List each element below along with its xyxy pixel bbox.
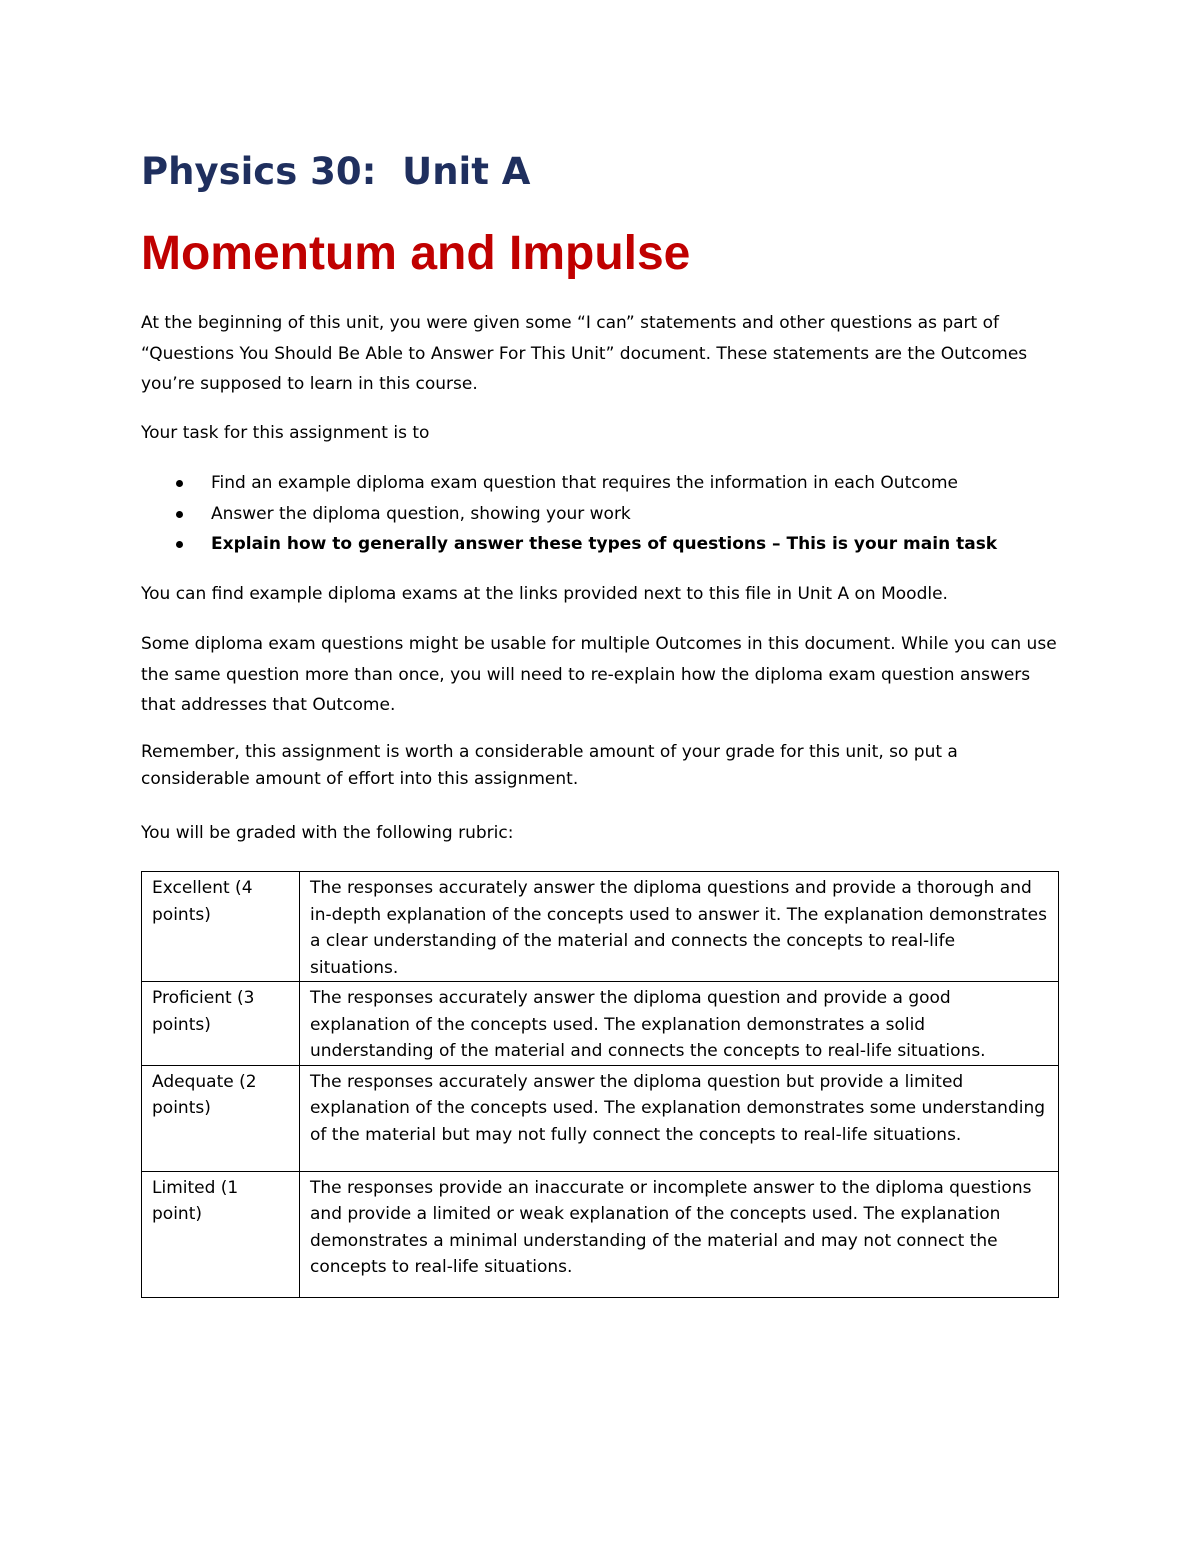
bullet-icon [176, 511, 183, 518]
rubric-description: The responses accurately answer the diploma questions and provide a thorough and in-depth explanation of the concepts used to answer it. The explanation demonstrates a clear understanding of the material and connects the concepts to real-life situations. [300, 872, 1059, 982]
list-item [141, 499, 997, 530]
list-item [141, 529, 997, 560]
list-item [141, 468, 997, 499]
rubric-description: The responses accurately answer the diploma question and provide a good explanation of the concepts used. The explanation demonstrates a solid understanding of the material and connects the concepts to real-life situations. [300, 982, 1059, 1066]
rubric-description: The responses provide an inaccurate or incomplete answer to the diploma questions and provide a limited or weak explanation of the concepts used. The explanation demonstrates a minimal understanding of the material and may not connect the concepts to real-life situations. [300, 1171, 1059, 1297]
multiple-outcomes-paragraph: Some diploma exam questions might be usable for multiple Outcomes in this document. While you can use the same question more than once, you will need to re-explain how the diploma exam question answers that addresses that Outcome. [141, 634, 1057, 715]
rubric-level: Adequate (2 points) [142, 1065, 300, 1171]
bullet-icon [176, 541, 183, 548]
list-item-text: Explain how to generally answer these types of questions – This is your main task [211, 534, 998, 554]
document-title: Physics 30: Unit A [141, 150, 531, 193]
list-item-text: Find an example diploma exam question that requires the information in each Outcome [211, 473, 959, 493]
table-row [142, 1171, 1059, 1297]
task-list [141, 468, 997, 560]
table-row [142, 872, 1059, 982]
intro-paragraph: At the beginning of this unit, you were given some “I can” statements and other questions as part of “Questions You Should Be Able to Answer For This Unit” document. These statements are the Outcomes you’re supposed to learn in this course. [141, 313, 1028, 394]
rubric-level: Limited (1 point) [142, 1171, 300, 1297]
find-exams-paragraph: You can find example diploma exams at the links provided next to this file in Unit A on Moodle. [141, 584, 948, 604]
bullet-icon [176, 480, 183, 487]
remember-paragraph: Remember, this assignment is worth a considerable amount of your grade for this unit, so put a considerable amount of effort into this assignment. [141, 742, 958, 789]
task-lead: Your task for this assignment is to [141, 423, 430, 443]
rubric-level: Proficient (3 points) [142, 982, 300, 1066]
table-row [142, 982, 1059, 1066]
list-item-text: Answer the diploma question, showing your work [211, 503, 631, 524]
rubric-description: The responses accurately answer the diploma question but provide a limited explanation of the concepts used. The explanation demonstrates some understanding of the material but may not fully connect the concepts to real-life situations. [300, 1065, 1059, 1171]
rubric-level: Excellent (4 points) [142, 872, 300, 982]
rubric-table [141, 871, 1059, 1298]
document-subtitle: Momentum and Impulse [141, 227, 691, 280]
rubric-lead: You will be graded with the following rubric: [141, 823, 514, 843]
table-row [142, 1065, 1059, 1171]
